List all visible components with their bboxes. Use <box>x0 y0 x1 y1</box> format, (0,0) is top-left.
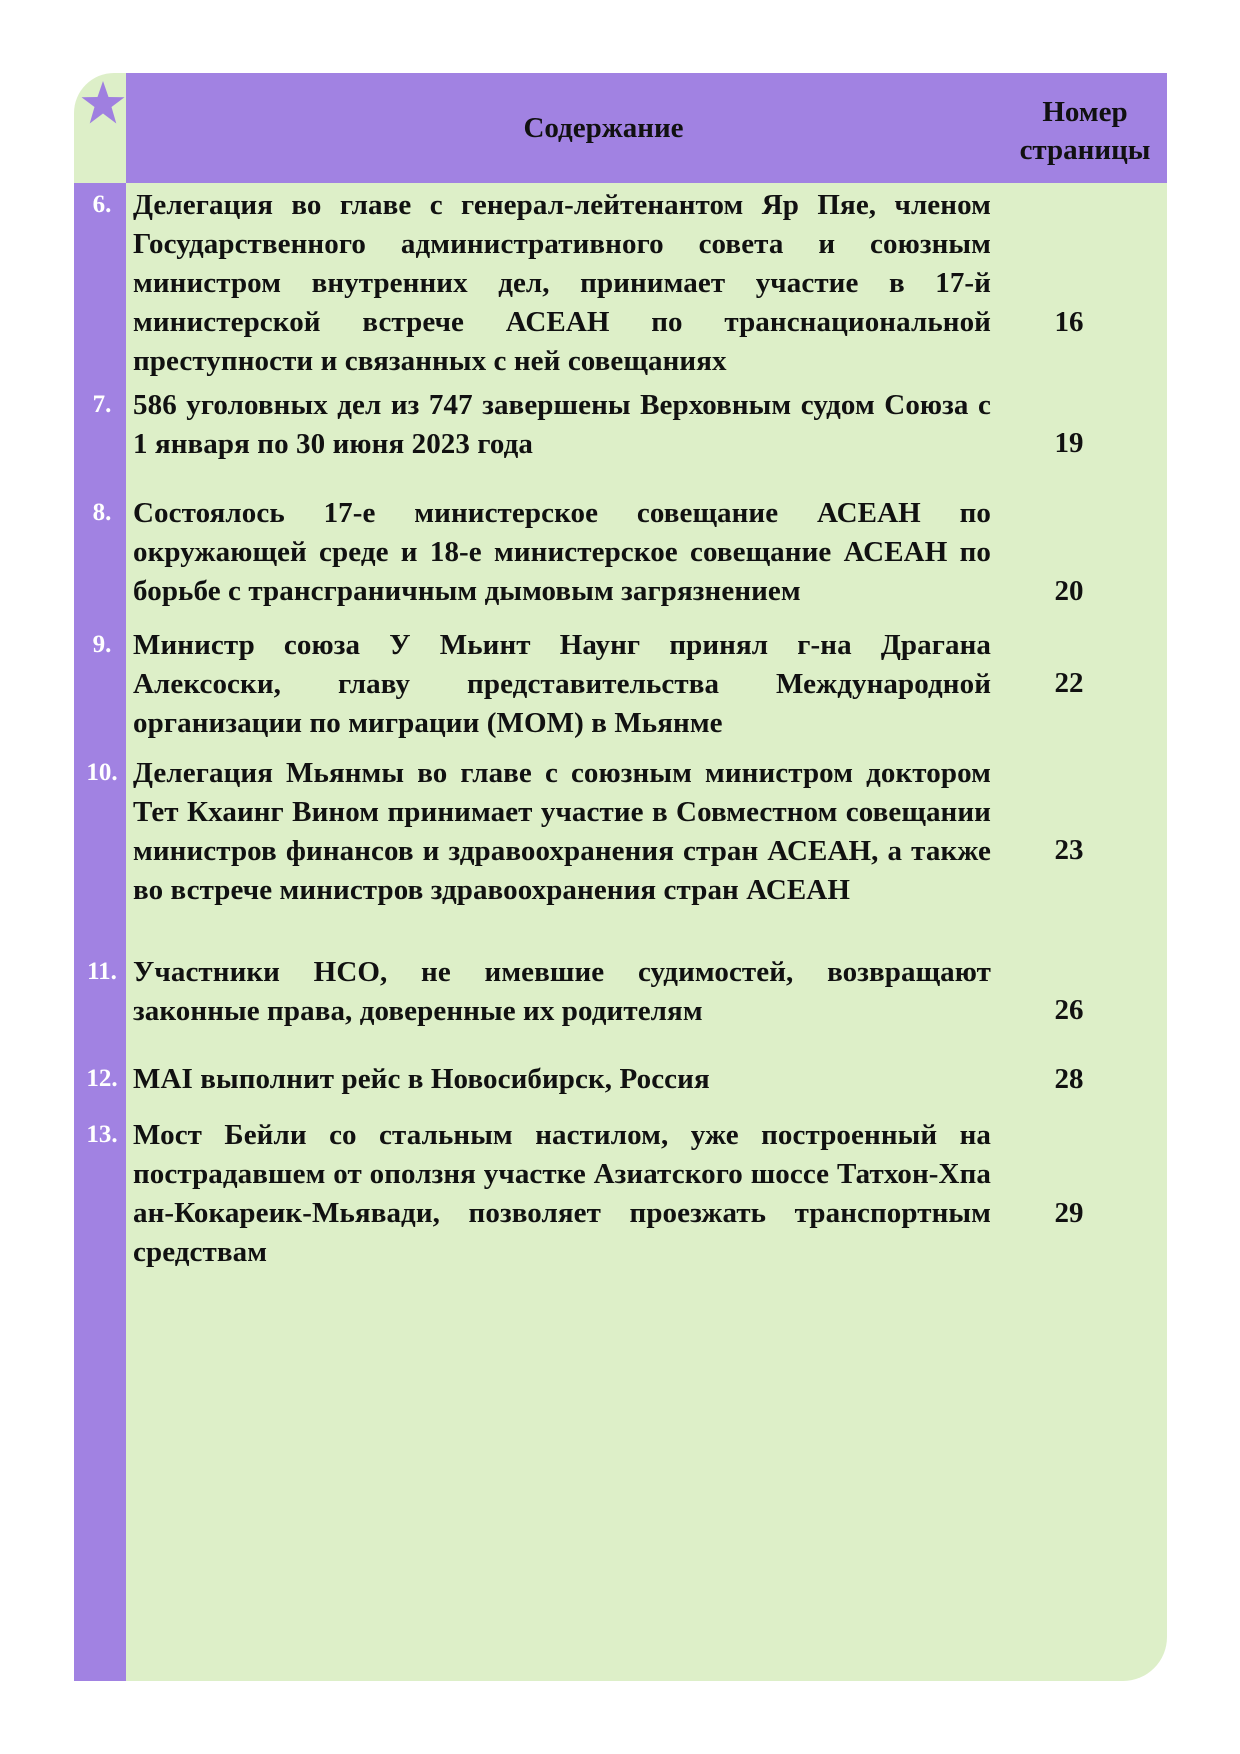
entry-page-number[interactable]: 23 <box>1054 834 1084 866</box>
entry-page-number[interactable]: 19 <box>1054 427 1084 459</box>
entry-number: 11. <box>87 958 117 985</box>
entry-title[interactable]: Министр союза У Мьинт Наунг принял г-на Драгана Алексоски, главу представительства Международной организации по миграции (МОМ) в Мьянме <box>133 629 991 739</box>
entry-title[interactable]: MAI выполнит рейс в Новосибирск, Россия <box>133 1063 710 1095</box>
entry-title[interactable]: Мост Бейли со стальным настилом, уже построенный на пострадавшем от оползня участке Азиатского шоссе Татхон-Хпа ан-Кокареик-Мьявади, позволяет проезжать транспортным средствам <box>133 1119 991 1268</box>
entry-page-number[interactable]: 16 <box>1054 306 1084 338</box>
contents-title: Содержание <box>523 111 684 144</box>
page-number-heading <box>1015 93 1155 169</box>
entry-page-number[interactable]: 22 <box>1054 667 1084 699</box>
page-number-heading-line1: Номер <box>1042 96 1128 128</box>
entry-page-number[interactable]: 28 <box>1054 1063 1084 1095</box>
entry-number: 8. <box>92 499 112 526</box>
entry-number: 13. <box>86 1121 118 1148</box>
entry-title[interactable]: Участники НСО, не имевшие судимостей, возвращают законные права, доверенные их родителям <box>133 956 991 1027</box>
entry-page-number[interactable]: 29 <box>1054 1197 1084 1229</box>
entry-title[interactable]: 586 уголовных дел из 747 завершены Верховным судом Союза с 1 января по 30 июня 2023 года <box>133 389 991 460</box>
entry-page-number[interactable]: 26 <box>1054 994 1084 1026</box>
entry-number: 7. <box>92 391 112 418</box>
page-number-heading-line2: страницы <box>1019 134 1151 166</box>
entry-number: 10. <box>86 759 118 786</box>
star-icon <box>81 80 125 126</box>
entry-number: 6. <box>92 191 112 218</box>
entry-title[interactable]: Делегация Мьянмы во главе с союзным министром доктором Тет Кхаинг Вином принимает участие в Совместном совещании министров финансов и здравоохранения стран АСЕАН, а также во встрече министров здравоохранения стран АСЕАН <box>133 757 991 906</box>
entry-title[interactable]: Делегация во главе с генерал-лейтенантом Яр Пяе, членом Государственного административного совета и союзным министром внутренних дел, принимает участие в 17-й министерской встрече АСЕАН по транснациональной преступности и связанных с ней совещаниях <box>133 189 991 377</box>
entry-number: 12. <box>86 1065 118 1092</box>
entry-page-number[interactable]: 20 <box>1054 575 1084 607</box>
contents-panel <box>74 73 1167 1681</box>
entry-number: 9. <box>92 631 112 658</box>
entry-title[interactable]: Состоялось 17-е министерское совещание АСЕАН по окружающей среде и 18-е министерское совещание АСЕАН по борьбе с трансграничным дымовым загрязнением <box>133 497 991 607</box>
